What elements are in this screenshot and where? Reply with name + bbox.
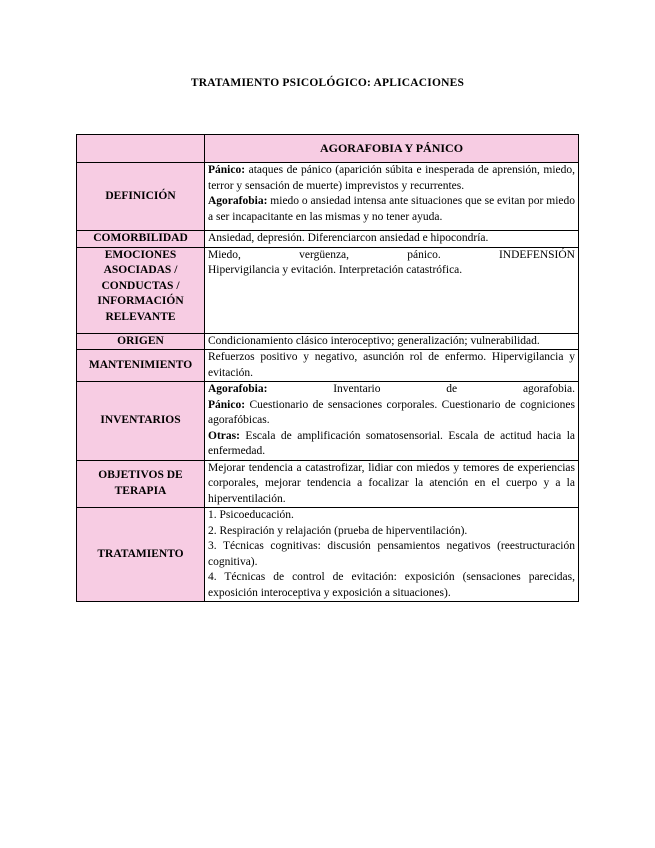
tratamiento-item: 2. Respiración y relajación (prueba de hiperventilación). (208, 524, 468, 537)
inventarios-agorafobia-label: Agorafobia: (208, 383, 268, 395)
inventarios-otras-text: Escala de amplificación somatosensorial. Escala de actitud hacia la enfermedad. (208, 429, 575, 457)
row-body-emociones (205, 247, 579, 333)
row-label-emociones: EMOCIONES ASOCIADAS / CONDUCTAS / INFORMACIÓN RELEVANTE (77, 247, 205, 333)
row-body-inventarios (205, 382, 579, 461)
definicion-panico-text: ataques de pánico (aparición súbita e inesperada de aprensión, miedo, terror y sensación de muerte) imprevistos y recurrentes. (208, 164, 575, 192)
inventarios-agorafobia-text: Inventario de agorafobia. (267, 383, 575, 395)
row-origen (77, 333, 579, 350)
row-definicion (77, 163, 579, 231)
tratamiento-item: 4. Técnicas de control de evitación: exposición (sensaciones parecidas, exposición interoceptiva y exposición a situaciones). (208, 571, 575, 599)
definicion-agorafobia-text: miedo o ansiedad intensa ante situaciones que se evitan por miedo a ser incapacitante en las mismas y no tener ayuda. (208, 195, 575, 223)
column-title: AGORAFOBIA Y PÁNICO (205, 135, 579, 163)
definicion-panico-label: Pánico: (208, 164, 246, 176)
row-inventarios (77, 382, 579, 461)
table-header-row (77, 135, 579, 163)
row-body-tratamiento (205, 508, 579, 602)
treatment-table (76, 134, 579, 602)
row-label-tratamiento: TRATAMIENTO (77, 508, 205, 602)
tratamiento-item: 3. Técnicas cognitivas: discusión pensamientos negativos (reestructuración cognitiva). (208, 540, 575, 568)
row-body-definicion (205, 163, 579, 231)
row-body-objetivos: Mejorar tendencia a catastrofizar, lidiar con miedos y temores de experiencias corporales, mejorar tendencia a focalizar la atención en el cuerpo y a la hiperventilación. (205, 460, 579, 508)
row-label-comorbilidad: COMORBILIDAD (77, 231, 205, 248)
row-objetivos (77, 460, 579, 508)
header-empty-cell (77, 135, 205, 163)
row-label-objetivos: OBJETIVOS DE TERAPIA (77, 460, 205, 508)
row-mantenimiento (77, 350, 579, 382)
row-label-inventarios: INVENTARIOS (77, 382, 205, 461)
row-label-mantenimiento: MANTENIMIENTO (77, 350, 205, 382)
row-body-origen: Condicionamiento clásico interoceptivo; generalización; vulnerabilidad. (205, 333, 579, 350)
row-body-mantenimiento: Refuerzos positivo y negativo, asunción rol de enfermo. Hipervigilancia y evitación. (205, 350, 579, 382)
row-body-comorbilidad: Ansiedad, depresión. Diferenciarcon ansiedad e hipocondría. (205, 231, 579, 248)
tratamiento-item: 1. Psicoeducación. (208, 509, 294, 521)
row-comorbilidad (77, 231, 579, 248)
row-label-definicion: DEFINICIÓN (77, 163, 205, 231)
row-tratamiento (77, 508, 579, 602)
row-label-origen: ORIGEN (77, 333, 205, 350)
row-emociones (77, 247, 579, 333)
definicion-agorafobia-label: Agorafobia: (208, 195, 268, 207)
inventarios-panico-label: Pánico: (208, 398, 246, 411)
page-title: TRATAMIENTO PSICOLÓGICO: APLICACIONES (190, 77, 465, 89)
emociones-line-1: Miedo, vergüenza, pánico. INDEFENSIÓN (208, 248, 575, 261)
emociones-line-2: Hipervigilancia y evitación. Interpretación catastrófica. (208, 264, 463, 276)
inventarios-otras-label: Otras: (208, 429, 240, 442)
inventarios-panico-text: Cuestionario de sensaciones corporales. Cuestionario de cogniciones agorafóbicas. (208, 398, 575, 426)
